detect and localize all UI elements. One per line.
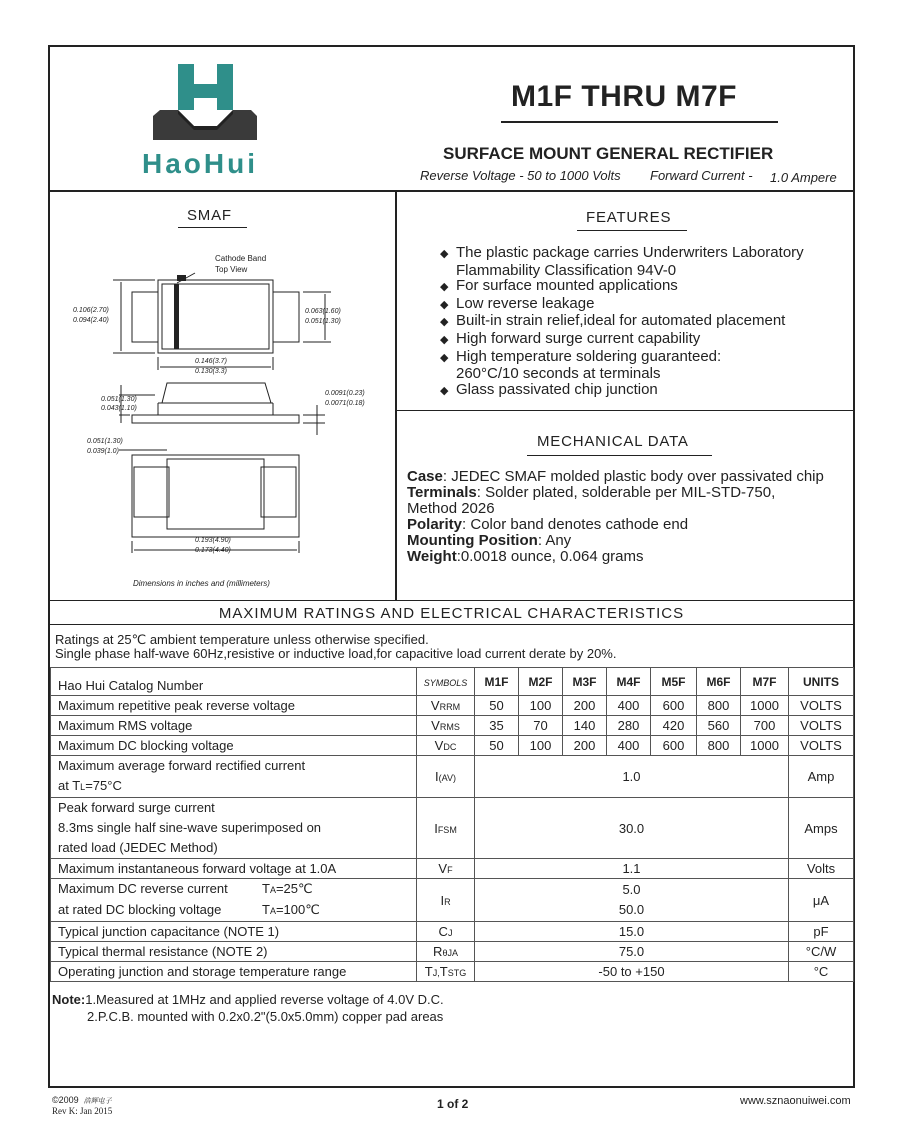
note-1: 1.Measured at 1MHz and applied reverse voltage of 4.0V D.C. xyxy=(85,992,444,1007)
table-row xyxy=(51,962,854,982)
value-cell: 420 xyxy=(651,716,697,736)
value-cell: 100 xyxy=(519,696,563,716)
value-cell: 200 xyxy=(563,696,607,716)
table-row xyxy=(51,859,854,879)
symbol-cell: RθJA xyxy=(417,942,475,962)
value-cell: 1.0 xyxy=(475,756,789,798)
param-cell: Typical thermal resistance (NOTE 2) xyxy=(51,942,417,962)
features-heading-underline xyxy=(577,230,687,231)
value-cell: 1000 xyxy=(741,736,789,756)
dim-height-max: 0.106(2.70) xyxy=(73,307,109,314)
feature-item: ◆ Glass passivated chip junction xyxy=(440,380,658,398)
model-header: M1F xyxy=(475,668,519,696)
polarity-row: Polarity: Color band denotes cathode end xyxy=(407,516,689,533)
symbol-cell: CJ xyxy=(417,922,475,942)
unit-cell: VOLTS xyxy=(789,696,854,716)
features-list xyxy=(440,245,804,399)
model-header: M2F xyxy=(519,668,563,696)
dim-overall-min: 0.173(4.40) xyxy=(195,547,231,554)
value-cell: 5.0 50.0 xyxy=(475,879,789,922)
page-title: M1F THRU M7F xyxy=(511,80,737,113)
value-cell: 30.0 xyxy=(475,798,789,859)
reverse-voltage-range: Reverse Voltage - 50 to 1000 Volts xyxy=(420,168,621,183)
model-header: M5F xyxy=(651,668,697,696)
package-heading-underline xyxy=(178,227,247,228)
dim-lead-thick-min: 0.0071(0.18) xyxy=(325,400,365,407)
footer-copyright: ©2009 浩辉电子 xyxy=(52,1095,112,1105)
symbol-cell: IFSM xyxy=(417,798,475,859)
middle-divider xyxy=(395,190,397,601)
symbol-cell: I(AV) xyxy=(417,756,475,798)
mechanical-data xyxy=(407,469,852,565)
symbol-cell: VRMS xyxy=(417,716,475,736)
dim-width-min: 0.130(3.3) xyxy=(195,368,227,375)
footer-url[interactable]: www.sznaonuiwei.com xyxy=(740,1095,851,1107)
bullet-arrow-icon: ◆ xyxy=(440,298,449,311)
features-divider xyxy=(397,410,853,411)
notes-block xyxy=(52,991,444,1025)
model-header: M4F xyxy=(607,668,651,696)
table-header-row xyxy=(51,668,854,696)
symbol-cell: VF xyxy=(417,859,475,879)
table-row xyxy=(51,716,854,736)
model-header: M7F xyxy=(741,668,789,696)
value-cell: 800 xyxy=(697,696,741,716)
table-row xyxy=(51,798,854,859)
dim-thick-max: 0.051(1.30) xyxy=(101,396,137,403)
title-underline xyxy=(501,121,778,123)
table-row xyxy=(51,922,854,942)
value-cell: -50 to +150 xyxy=(475,962,789,982)
bullet-arrow-icon: ◆ xyxy=(440,333,449,346)
param-cell: Typical junction capacitance (NOTE 1) xyxy=(51,922,417,942)
unit-cell: Amp xyxy=(789,756,854,798)
package-heading: SMAF xyxy=(187,207,232,224)
dim-overall-max: 0.193(4.90) xyxy=(195,537,231,544)
units-header: UNITS xyxy=(789,668,854,696)
value-cell: 1.1 xyxy=(475,859,789,879)
value-cell: 15.0 xyxy=(475,922,789,942)
unit-cell: VOLTS xyxy=(789,736,854,756)
param-cell: Maximum instantaneous forward voltage at 1.0A xyxy=(51,859,417,879)
feature-item: ◆ Built-in strain relief,ideal for automated placement xyxy=(440,312,786,330)
feature-item: ◆ The plastic package carries Underwriters Laboratory xyxy=(440,244,804,261)
value-cell: 600 xyxy=(651,696,697,716)
dim-pad-max: 0.051(1.30) xyxy=(87,438,123,445)
feature-item: ◆ For surface mounted applications xyxy=(440,277,678,295)
product-subtitle: SURFACE MOUNT GENERAL RECTIFIER xyxy=(443,144,774,163)
model-header: M6F xyxy=(697,668,741,696)
brand-name: HaoHui xyxy=(142,148,259,179)
value-cell: 800 xyxy=(697,736,741,756)
page-number: 1 of 2 xyxy=(437,1097,469,1111)
header-divider xyxy=(50,190,853,192)
weight-row: Weight:0.0018 ounce, 0.064 grams xyxy=(407,548,644,565)
forward-current-label: Forward Current - xyxy=(650,168,753,183)
feature-item: 260°C/10 seconds at terminals xyxy=(456,365,661,383)
param-cell: Maximum average forward rectified current at TL=75°C xyxy=(51,756,417,798)
symbols-header: SYMBOLS xyxy=(417,668,475,696)
ratings-heading: MAXIMUM RATINGS AND ELECTRICAL CHARACTERISTICS xyxy=(218,605,685,622)
mechanical-heading-underline xyxy=(527,455,712,456)
dim-height-min: 0.094(2.40) xyxy=(73,317,109,324)
model-header: M3F xyxy=(563,668,607,696)
dim-lead-max: 0.063(1.60) xyxy=(305,308,341,315)
catalog-label: Hao Hui Catalog Number xyxy=(51,668,417,696)
value-cell: 400 xyxy=(607,736,651,756)
table-row xyxy=(51,756,854,798)
mounting-row: Mounting Position: Any xyxy=(407,532,572,549)
bullet-arrow-icon: ◆ xyxy=(440,248,449,260)
dim-thick-min: 0.043(1.10) xyxy=(101,405,137,412)
footer-revision: Rev K: Jan 2015 xyxy=(52,1106,113,1116)
value-cell: 280 xyxy=(607,716,651,736)
symbol-cell: VDC xyxy=(417,736,475,756)
mechanical-heading: MECHANICAL DATA xyxy=(537,433,689,450)
unit-cell: pF xyxy=(789,922,854,942)
value-cell: 75.0 xyxy=(475,942,789,962)
value-cell: 200 xyxy=(563,736,607,756)
unit-cell: μA xyxy=(789,879,854,922)
value-cell: 140 xyxy=(563,716,607,736)
value-cell: 1000 xyxy=(741,696,789,716)
note-2: 2.P.C.B. mounted with 0.2x0.2"(5.0x5.0mm) copper pad areas xyxy=(87,1009,444,1024)
unit-cell: °C xyxy=(789,962,854,982)
dimension-note: Dimensions in inches and (millimeters) xyxy=(133,579,270,588)
table-row xyxy=(51,736,854,756)
ratings-table xyxy=(50,667,854,982)
unit-cell: Amps xyxy=(789,798,854,859)
param-cell: Peak forward surge current 8.3ms single half sine-wave superimposed on rated load (JEDEC Method) xyxy=(51,798,417,859)
symbol-cell: VRRM xyxy=(417,696,475,716)
terminals-row-2: Method 2026 xyxy=(407,500,495,517)
table-row xyxy=(51,696,854,716)
terminals-row: Terminals: Solder plated, solderable per MIL-STD-750, xyxy=(407,484,776,501)
feature-item: Flammability Classification 94V-0 xyxy=(456,261,677,279)
bullet-arrow-icon: ◆ xyxy=(440,384,449,397)
package-drawing xyxy=(55,245,375,588)
feature-item: ◆ High forward surge current capability xyxy=(440,329,701,347)
ratings-top-divider xyxy=(50,600,853,601)
value-cell: 560 xyxy=(697,716,741,736)
symbol-cell: TJ,TSTG xyxy=(417,962,475,982)
bullet-arrow-icon: ◆ xyxy=(440,281,449,294)
feature-item: ◆ High temperature soldering guaranteed: xyxy=(440,347,722,365)
param-cell: Maximum DC blocking voltage xyxy=(51,736,417,756)
dim-width-max: 0.146(3.7) xyxy=(195,358,227,365)
dim-lead-min: 0.051(1.30) xyxy=(305,318,341,325)
company-logo xyxy=(145,62,265,146)
bullet-arrow-icon: ◆ xyxy=(440,316,449,329)
unit-cell: °C/W xyxy=(789,942,854,962)
notes-label: Note: xyxy=(52,992,86,1007)
unit-cell: VOLTS xyxy=(789,716,854,736)
value-cell: 700 xyxy=(741,716,789,736)
ratings-heading-divider xyxy=(50,624,853,625)
param-cell: Maximum RMS voltage xyxy=(51,716,417,736)
feature-item: ◆ Low reverse leakage xyxy=(440,294,595,312)
table-row xyxy=(51,879,854,922)
param-cell: Maximum DC reverse current TA=25℃ at rated DC blocking voltage TA=100℃ xyxy=(51,879,417,922)
unit-cell: Volts xyxy=(789,859,854,879)
value-cell: 50 xyxy=(475,696,519,716)
symbol-cell: IR xyxy=(417,879,475,922)
dim-pad-min: 0.039(1.0) xyxy=(87,448,119,455)
dim-lead-thick-max: 0.0091(0.23) xyxy=(325,390,365,397)
top-view-label: Top View xyxy=(215,265,248,274)
value-cell: 400 xyxy=(607,696,651,716)
ratings-note-1: Ratings at 25℃ ambient temperature unless otherwise specified. xyxy=(55,632,429,647)
value-cell: 50 xyxy=(475,736,519,756)
ratings-note-2: Single phase half-wave 60Hz,resistive or inductive load,for capacitive load current derate by 20%. xyxy=(55,646,617,661)
param-cell: Operating junction and storage temperature range xyxy=(51,962,417,982)
param-cell: Maximum repetitive peak reverse voltage xyxy=(51,696,417,716)
forward-current-value: 1.0 Ampere xyxy=(770,170,837,185)
table-row xyxy=(51,942,854,962)
bullet-arrow-icon: ◆ xyxy=(440,351,449,364)
features-heading: FEATURES xyxy=(586,209,672,226)
value-cell: 600 xyxy=(651,736,697,756)
value-cell: 100 xyxy=(519,736,563,756)
value-cell: 70 xyxy=(519,716,563,736)
cathode-band-label: Cathode Band xyxy=(215,254,267,263)
value-cell: 35 xyxy=(475,716,519,736)
case-row: Case: JEDEC SMAF molded plastic body over passivated chip xyxy=(407,468,824,485)
